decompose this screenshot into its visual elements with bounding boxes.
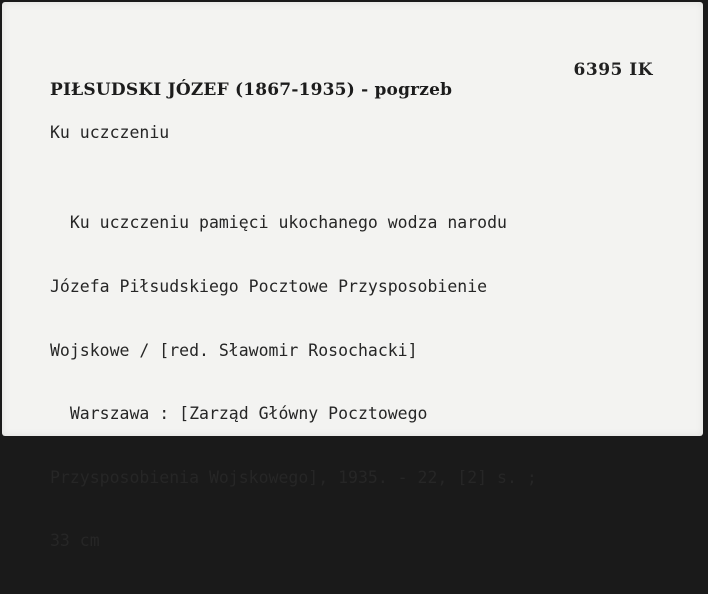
description-line: 33 cm [50,531,100,551]
call-number: 6395 IK [573,60,653,80]
catalog-card [2,2,703,551]
short-title: Ku uczczeniu [50,123,170,142]
description-line: Ku uczczeniu pamięci ukochanego wodza narodu [50,213,507,233]
bibliographic-description [50,170,537,594]
subject-heading: PIŁSUDSKI JÓZEF (1867-1935) - pogrzeb [50,80,453,100]
description-line: Józefa Piłsudskiego Pocztowe Przysposobienie [50,277,488,297]
description-line: Przysposobienia Wojskowego], 1935. - 22, [2] s. ; [50,467,537,487]
description-line: Wojskowe / [red. Sławomir Rosochacki] [50,340,418,360]
description-line: Warszawa : [Zarząd Główny Pocztowego [50,404,428,424]
